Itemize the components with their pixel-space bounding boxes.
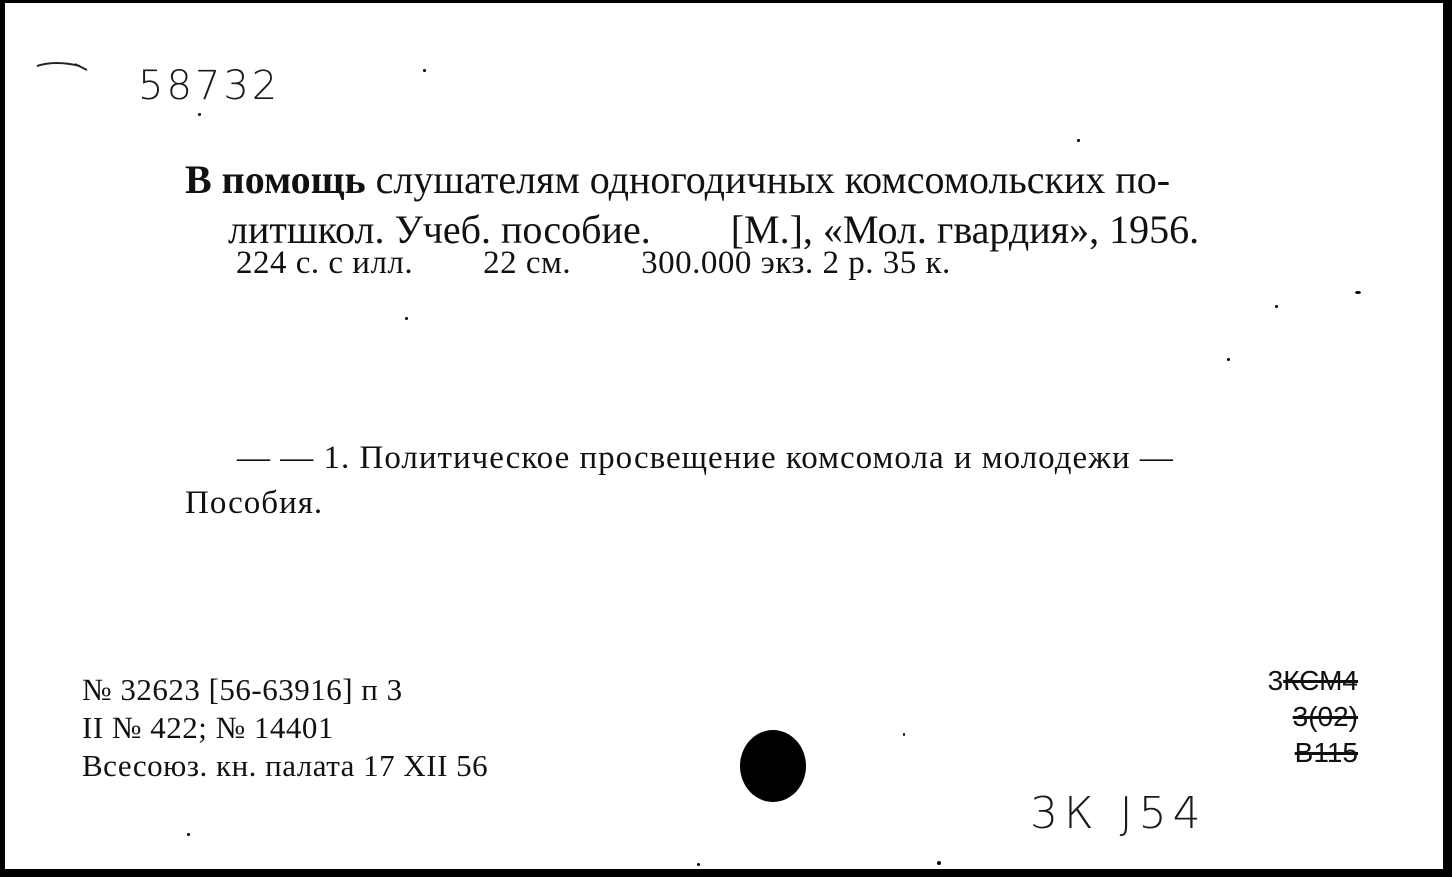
- speck: [1227, 358, 1230, 361]
- classification-line-3: В115: [1294, 737, 1358, 768]
- corner-mark: [35, 58, 90, 78]
- footer-line-1: № 32623 [56-63916] п 3: [82, 672, 403, 707]
- classification-codes: [1268, 663, 1358, 771]
- physical-description: [236, 245, 951, 282]
- pages: 224 с. с илл.: [236, 245, 414, 281]
- speck: [1275, 305, 1278, 308]
- title-rest: слушателям одногодичных комсомольских по-: [375, 157, 1171, 202]
- registry-footer: [82, 671, 488, 785]
- speck: [1355, 291, 1361, 294]
- footer-line-3: Всесоюз. кн. палата 17 XII 56: [82, 748, 489, 783]
- subject-line-1: — — 1. Политическое просвещение комсомола и молодежи —: [237, 440, 1174, 476]
- speck: [697, 863, 700, 866]
- speck: [1077, 139, 1080, 142]
- edition-price: 300.000 экз. 2 р. 35 к.: [641, 245, 951, 281]
- call-number: 58732: [138, 63, 281, 109]
- title-heading: В помощь: [185, 157, 366, 202]
- publisher-info: [М.], «Мол. гвардия», 1956.: [730, 207, 1200, 252]
- speck: [423, 69, 426, 72]
- punch-hole: [740, 730, 806, 802]
- speck: [187, 833, 190, 836]
- title-line-1: [185, 155, 1199, 205]
- speck: [405, 317, 408, 320]
- speck: [903, 733, 905, 736]
- speck: [198, 113, 201, 116]
- subject-line-2: Пособия.: [185, 485, 324, 521]
- classification-prefix: 3: [1267, 665, 1284, 696]
- handwritten-code: 3К J54: [1030, 788, 1207, 839]
- classification-line-1: [1268, 663, 1358, 699]
- subject-heading: [185, 436, 1174, 526]
- classification-line-2: 3(02): [1292, 701, 1358, 732]
- bibliographic-title: [185, 155, 1199, 255]
- footer-line-2: II № 422; № 14401: [82, 710, 334, 745]
- speck: [937, 861, 941, 865]
- classification-struck: КСМ4: [1283, 665, 1358, 696]
- size: 22 см.: [483, 245, 572, 281]
- title-line-2a: литшкол. Учеб. пособие.: [228, 207, 651, 252]
